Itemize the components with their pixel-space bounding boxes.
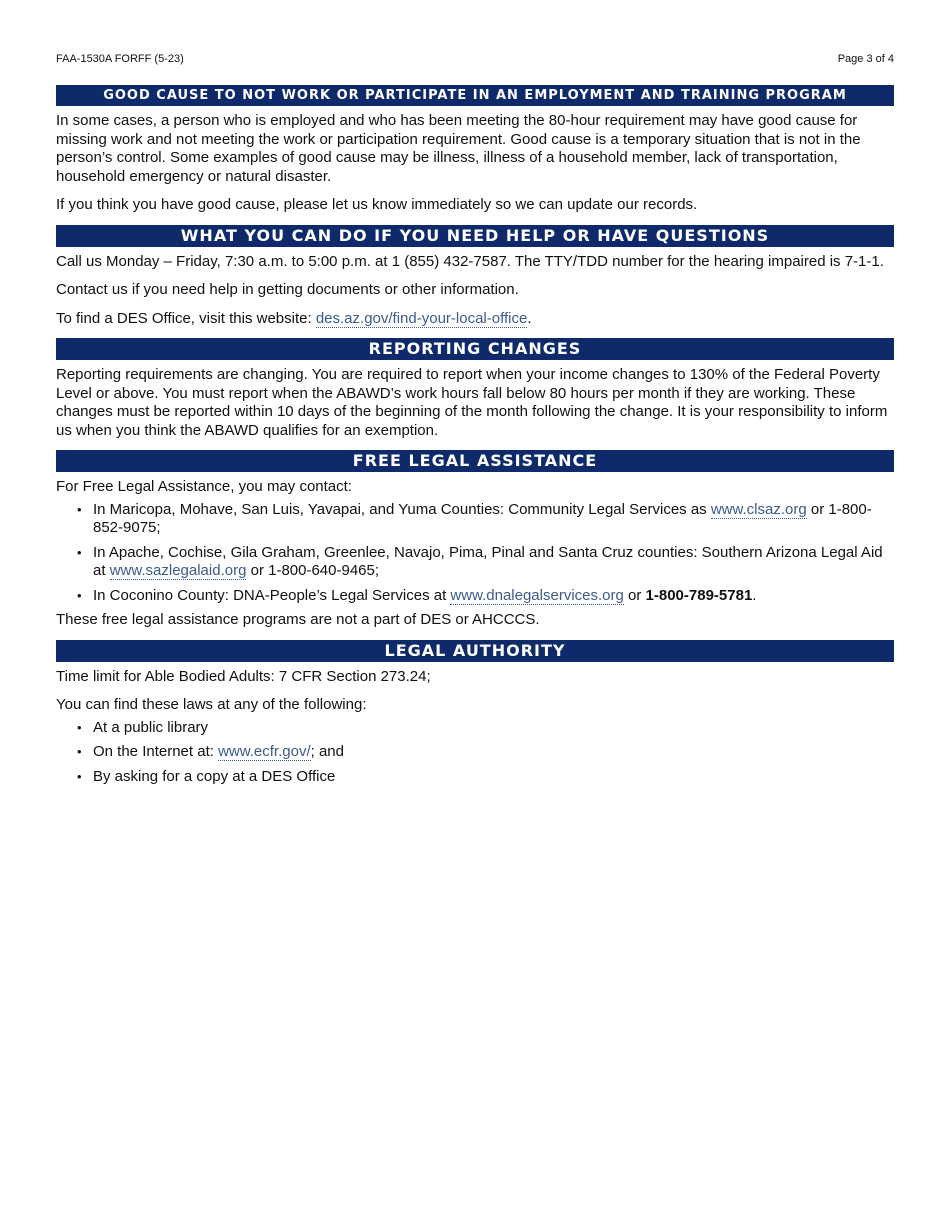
list-item-text: ; and [310, 743, 344, 760]
list-item-text: In Maricopa, Mohave, San Luis, Yavapai, and Yuma Counties: Community Legal Services as [93, 500, 711, 518]
list-item-text: or [623, 586, 646, 604]
list-item-text: or 1-800-640-9465; [246, 562, 380, 579]
list-item [93, 544, 894, 581]
list-item [93, 743, 894, 762]
legal-assistance-closing: These free legal assistance programs are not a part of DES or AHCCCS. [56, 611, 540, 628]
help-contact-paragraph: Contact us if you need help in getting documents or other information. [56, 281, 519, 298]
reporting-heading: REPORTING CHANGES [56, 338, 894, 360]
list-item-text: In Coconino County: DNA-People’s Legal Services at [93, 586, 451, 604]
legal-authority-list [56, 719, 894, 787]
list-item-text: . [752, 586, 757, 604]
help-office-paragraph [56, 310, 894, 329]
legal-authority-find-laws: You can find these laws at any of the following: [56, 696, 367, 713]
page-number: Page 3 of 4 [837, 53, 894, 65]
list-item: • At a public library [93, 719, 894, 738]
list-item: • By asking for a copy at a DES Office [93, 768, 894, 787]
document-body [56, 85, 894, 792]
list-item [93, 587, 894, 606]
dnalegalservices-link[interactable]: www.dnalegalservices.org [450, 586, 624, 604]
list-item-text: On the Internet at: [93, 743, 219, 760]
legal-assistance-list [56, 501, 894, 606]
des-office-link[interactable]: des.az.gov/find-your-local-office [315, 309, 528, 327]
list-item [93, 501, 894, 538]
help-heading: WHAT YOU CAN DO IF YOU NEED HELP OR HAVE QUESTIONS [56, 225, 894, 247]
legal-authority-paragraph: Time limit for Able Bodied Adults: 7 CFR Section 273.24; [56, 667, 431, 685]
clsaz-link[interactable]: www.clsaz.org [710, 500, 807, 518]
legal-authority-heading: LEGAL AUTHORITY [56, 640, 894, 662]
reporting-paragraph: Reporting requirements are changing. You are required to report when your income changes to 130% of the Federal Poverty Level or above. You must report when the ABAWD’s work hours fall below 80 hours per month if they are working. These changes must be reported within 10 days of the beginning of the month following the change. It is your responsibility to inform us when you think the ABAWD qualifies for an exemption. [56, 366, 888, 439]
ecfr-link[interactable]: www.ecfr.gov/ [218, 743, 311, 760]
sazlegalaid-link[interactable]: www.sazlegalaid.org [109, 562, 247, 579]
help-office-suffix: . [527, 309, 532, 327]
list-item-text: In Apache, Cochise, Gila Graham, Greenlee, Navajo, Pima, Pinal and Santa Cruz counties: Southern Arizona Legal Aid at [93, 543, 883, 579]
list-item-text: or 1-800-852-9075; [93, 500, 872, 536]
dna-phone-number: 1-800-789-5781 [645, 586, 753, 604]
legal-assistance-intro: For Free Legal Assistance, you may contact: [56, 478, 352, 495]
help-call-paragraph: Call us Monday – Friday, 7:30 a.m. to 5:00 p.m. at 1 (855) 432-7587. The TTY/TDD number for the hearing impaired is 7-1-1. [56, 252, 884, 270]
good-cause-paragraph: In some cases, a person who is employed and who has been meeting the 80-hour requirement may have good cause for missing work and not meeting the work or participation requirement. Good cause is a temporary situation that is not in the person’s control. Some examples of good cause may be illness, illness of a household member, lack of transportation, household emergency or natural disaster. [56, 112, 861, 185]
good-cause-notice: If you think you have good cause, please let us know immediately so we can update our records. [56, 196, 698, 213]
help-office-text: To find a DES Office, visit this website: [56, 309, 316, 327]
form-id: FAA-1530A FORFF (5-23) [56, 53, 184, 65]
good-cause-heading: GOOD CAUSE TO NOT WORK OR PARTICIPATE IN AN EMPLOYMENT AND TRAINING PROGRAM [56, 85, 894, 106]
legal-assistance-heading: FREE LEGAL ASSISTANCE [56, 450, 894, 472]
